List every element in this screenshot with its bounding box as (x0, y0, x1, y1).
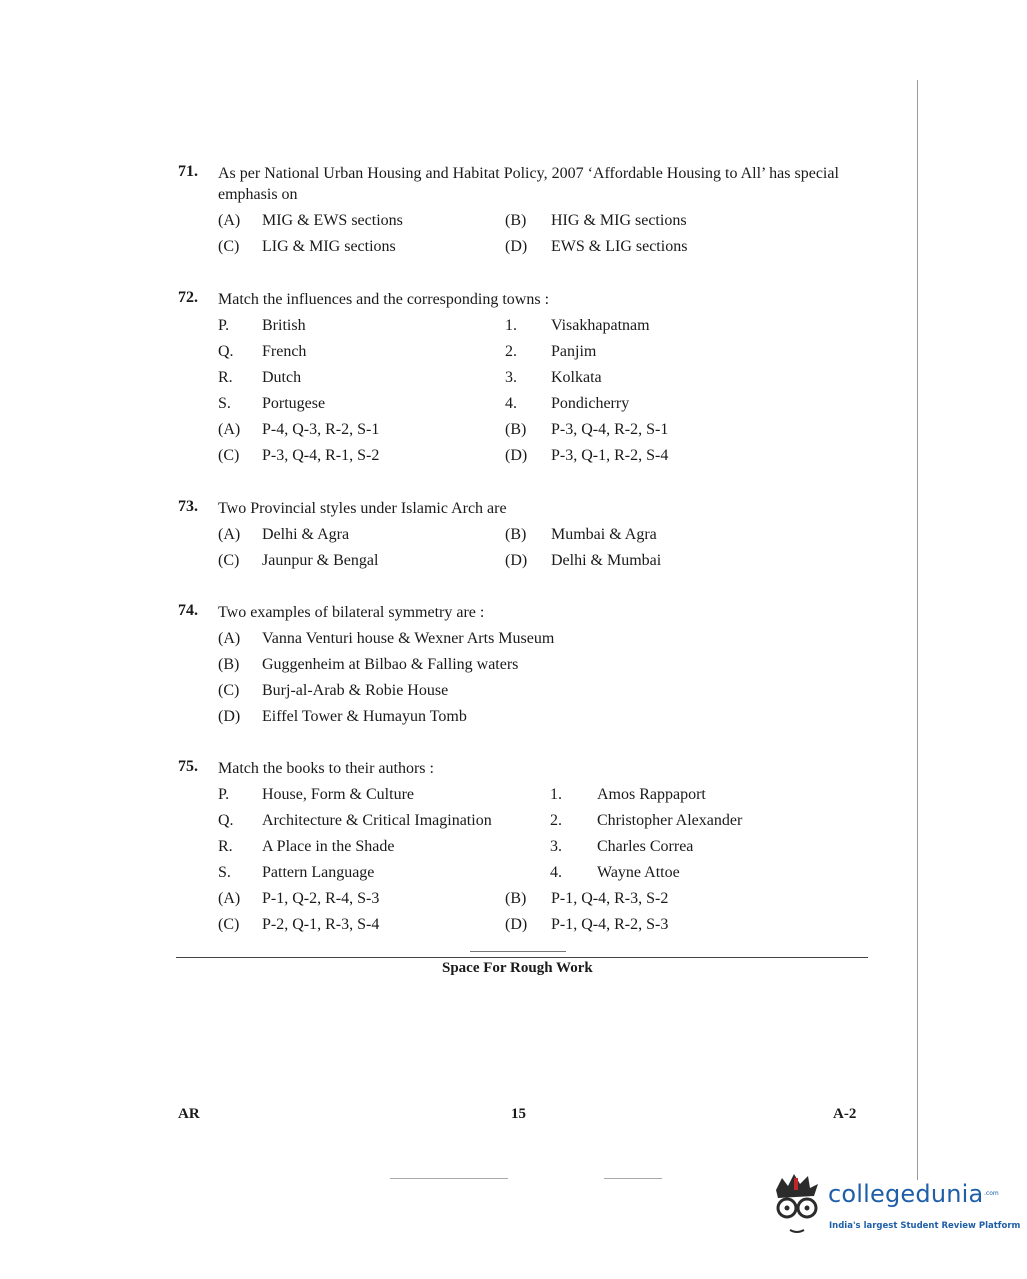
footer-booklet-code: A-2 (833, 1106, 857, 1122)
match-left-text: French (262, 343, 307, 360)
option-c-label: (C) (218, 552, 240, 569)
option-a-text: P-1, Q-2, R-4, S-3 (262, 890, 380, 907)
match-left-label: P. (218, 786, 230, 803)
match-right-text: Visakhapatnam (551, 317, 650, 334)
option-b-text: P-3, Q-4, R-2, S-1 (551, 421, 669, 438)
option-a-label: (A) (218, 526, 241, 543)
option-d-label: (D) (505, 916, 528, 933)
match-right-label: 2. (505, 343, 517, 360)
option-b-label: (B) (505, 212, 527, 229)
match-right-label: 3. (505, 369, 517, 386)
option-b-label: (B) (505, 421, 527, 438)
option-d-label: (D) (505, 447, 528, 464)
match-left-text: House, Form & Culture (262, 786, 414, 803)
option-c-text: Jaunpur & Bengal (262, 552, 379, 569)
match-left-label: R. (218, 369, 233, 386)
question-stem: Match the influences and the corresponding towns : (218, 291, 550, 308)
option-c-text: LIG & MIG sections (262, 238, 396, 255)
match-left-text: A Place in the Shade (262, 838, 395, 855)
match-right-label: 1. (505, 317, 517, 334)
match-right-text: Wayne Attoe (597, 864, 680, 881)
option-d-label: (D) (505, 552, 528, 569)
option-a-text: P-4, Q-3, R-2, S-1 (262, 421, 380, 438)
match-right-text: Kolkata (551, 369, 602, 386)
match-left-text: Dutch (262, 369, 302, 386)
option-d-label: (D) (505, 238, 528, 255)
option-a-label: (A) (218, 421, 241, 438)
option-d-text: P-3, Q-1, R-2, S-4 (551, 447, 669, 464)
option-c-text: P-3, Q-4, R-1, S-2 (262, 447, 380, 464)
question-number: 75. (178, 758, 198, 775)
option-c-label: (C) (218, 447, 240, 464)
match-right-text: Christopher Alexander (597, 812, 743, 829)
mascot-icon (768, 1172, 826, 1242)
option-d-label: (D) (218, 708, 241, 725)
match-left-label: R. (218, 838, 233, 855)
match-left-text: Pattern Language (262, 864, 375, 881)
brand-name: collegedunia (828, 1180, 984, 1208)
option-a-label: (A) (218, 212, 241, 229)
page-edge-rule (917, 80, 918, 1180)
match-right-label: 1. (550, 786, 562, 803)
brand-suffix: .com (984, 1190, 999, 1197)
option-a-label: (A) (218, 890, 241, 907)
option-b-label: (B) (505, 890, 527, 907)
scan-dash (604, 1178, 662, 1179)
match-left-label: S. (218, 395, 231, 412)
match-left-text: Architecture & Critical Imagination (262, 812, 492, 829)
option-c-text: P-2, Q-1, R-3, S-4 (262, 916, 380, 933)
divider (176, 957, 868, 958)
match-left-text: British (262, 317, 306, 334)
question-number: 74. (178, 602, 198, 619)
match-right-text: Pondicherry (551, 395, 630, 412)
option-c-label: (C) (218, 916, 240, 933)
option-b-text: HIG & MIG sections (551, 212, 687, 229)
option-b-text: Guggenheim at Bilbao & Falling waters (262, 656, 519, 673)
option-a-label: (A) (218, 630, 241, 647)
match-right-text: Panjim (551, 343, 597, 360)
option-d-text: EWS & LIG sections (551, 238, 688, 255)
option-a-text: Vanna Venturi house & Wexner Arts Museum (262, 630, 555, 647)
option-c-text: Burj-al-Arab & Robie House (262, 682, 449, 699)
footer-page-number: 15 (511, 1106, 526, 1122)
option-d-text: Delhi & Mumbai (551, 552, 662, 569)
question-stem: Two examples of bilateral symmetry are : (218, 604, 485, 621)
match-right-label: 4. (550, 864, 562, 881)
option-d-text: Eiffel Tower & Humayun Tomb (262, 708, 467, 725)
footer-subject-code: AR (178, 1106, 200, 1122)
match-left-label: P. (218, 317, 230, 334)
brand-tagline: India's largest Student Review Platform (829, 1221, 1021, 1231)
option-b-label: (B) (218, 656, 240, 673)
option-c-label: (C) (218, 238, 240, 255)
divider-short (470, 951, 566, 952)
match-left-label: Q. (218, 812, 234, 829)
scan-dash (390, 1178, 508, 1179)
match-right-label: 3. (550, 838, 562, 855)
question-stem: Two Provincial styles under Islamic Arch are (218, 500, 507, 517)
match-right-label: 4. (505, 395, 517, 412)
option-b-text: Mumbai & Agra (551, 526, 657, 543)
question-number: 73. (178, 498, 198, 515)
option-b-text: P-1, Q-4, R-3, S-2 (551, 890, 669, 907)
question-number: 72. (178, 289, 198, 306)
rough-work-label: Space For Rough Work (442, 960, 593, 976)
question-number: 71. (178, 163, 198, 180)
option-a-text: Delhi & Agra (262, 526, 350, 543)
question-stem: Match the books to their authors : (218, 760, 434, 777)
match-right-label: 2. (550, 812, 562, 829)
match-left-label: S. (218, 864, 231, 881)
match-right-text: Charles Correa (597, 838, 694, 855)
option-d-text: P-1, Q-4, R-2, S-3 (551, 916, 669, 933)
match-left-label: Q. (218, 343, 234, 360)
match-left-text: Portugese (262, 395, 326, 412)
collegedunia-logo (768, 1172, 1021, 1242)
option-c-label: (C) (218, 682, 240, 699)
option-a-text: MIG & EWS sections (262, 212, 403, 229)
option-b-label: (B) (505, 526, 527, 543)
match-right-text: Amos Rappaport (597, 786, 706, 803)
question-stem: As per National Urban Housing and Habitat Policy, 2007 ‘Affordable Housing to All’ has special emphasis on (218, 165, 839, 203)
